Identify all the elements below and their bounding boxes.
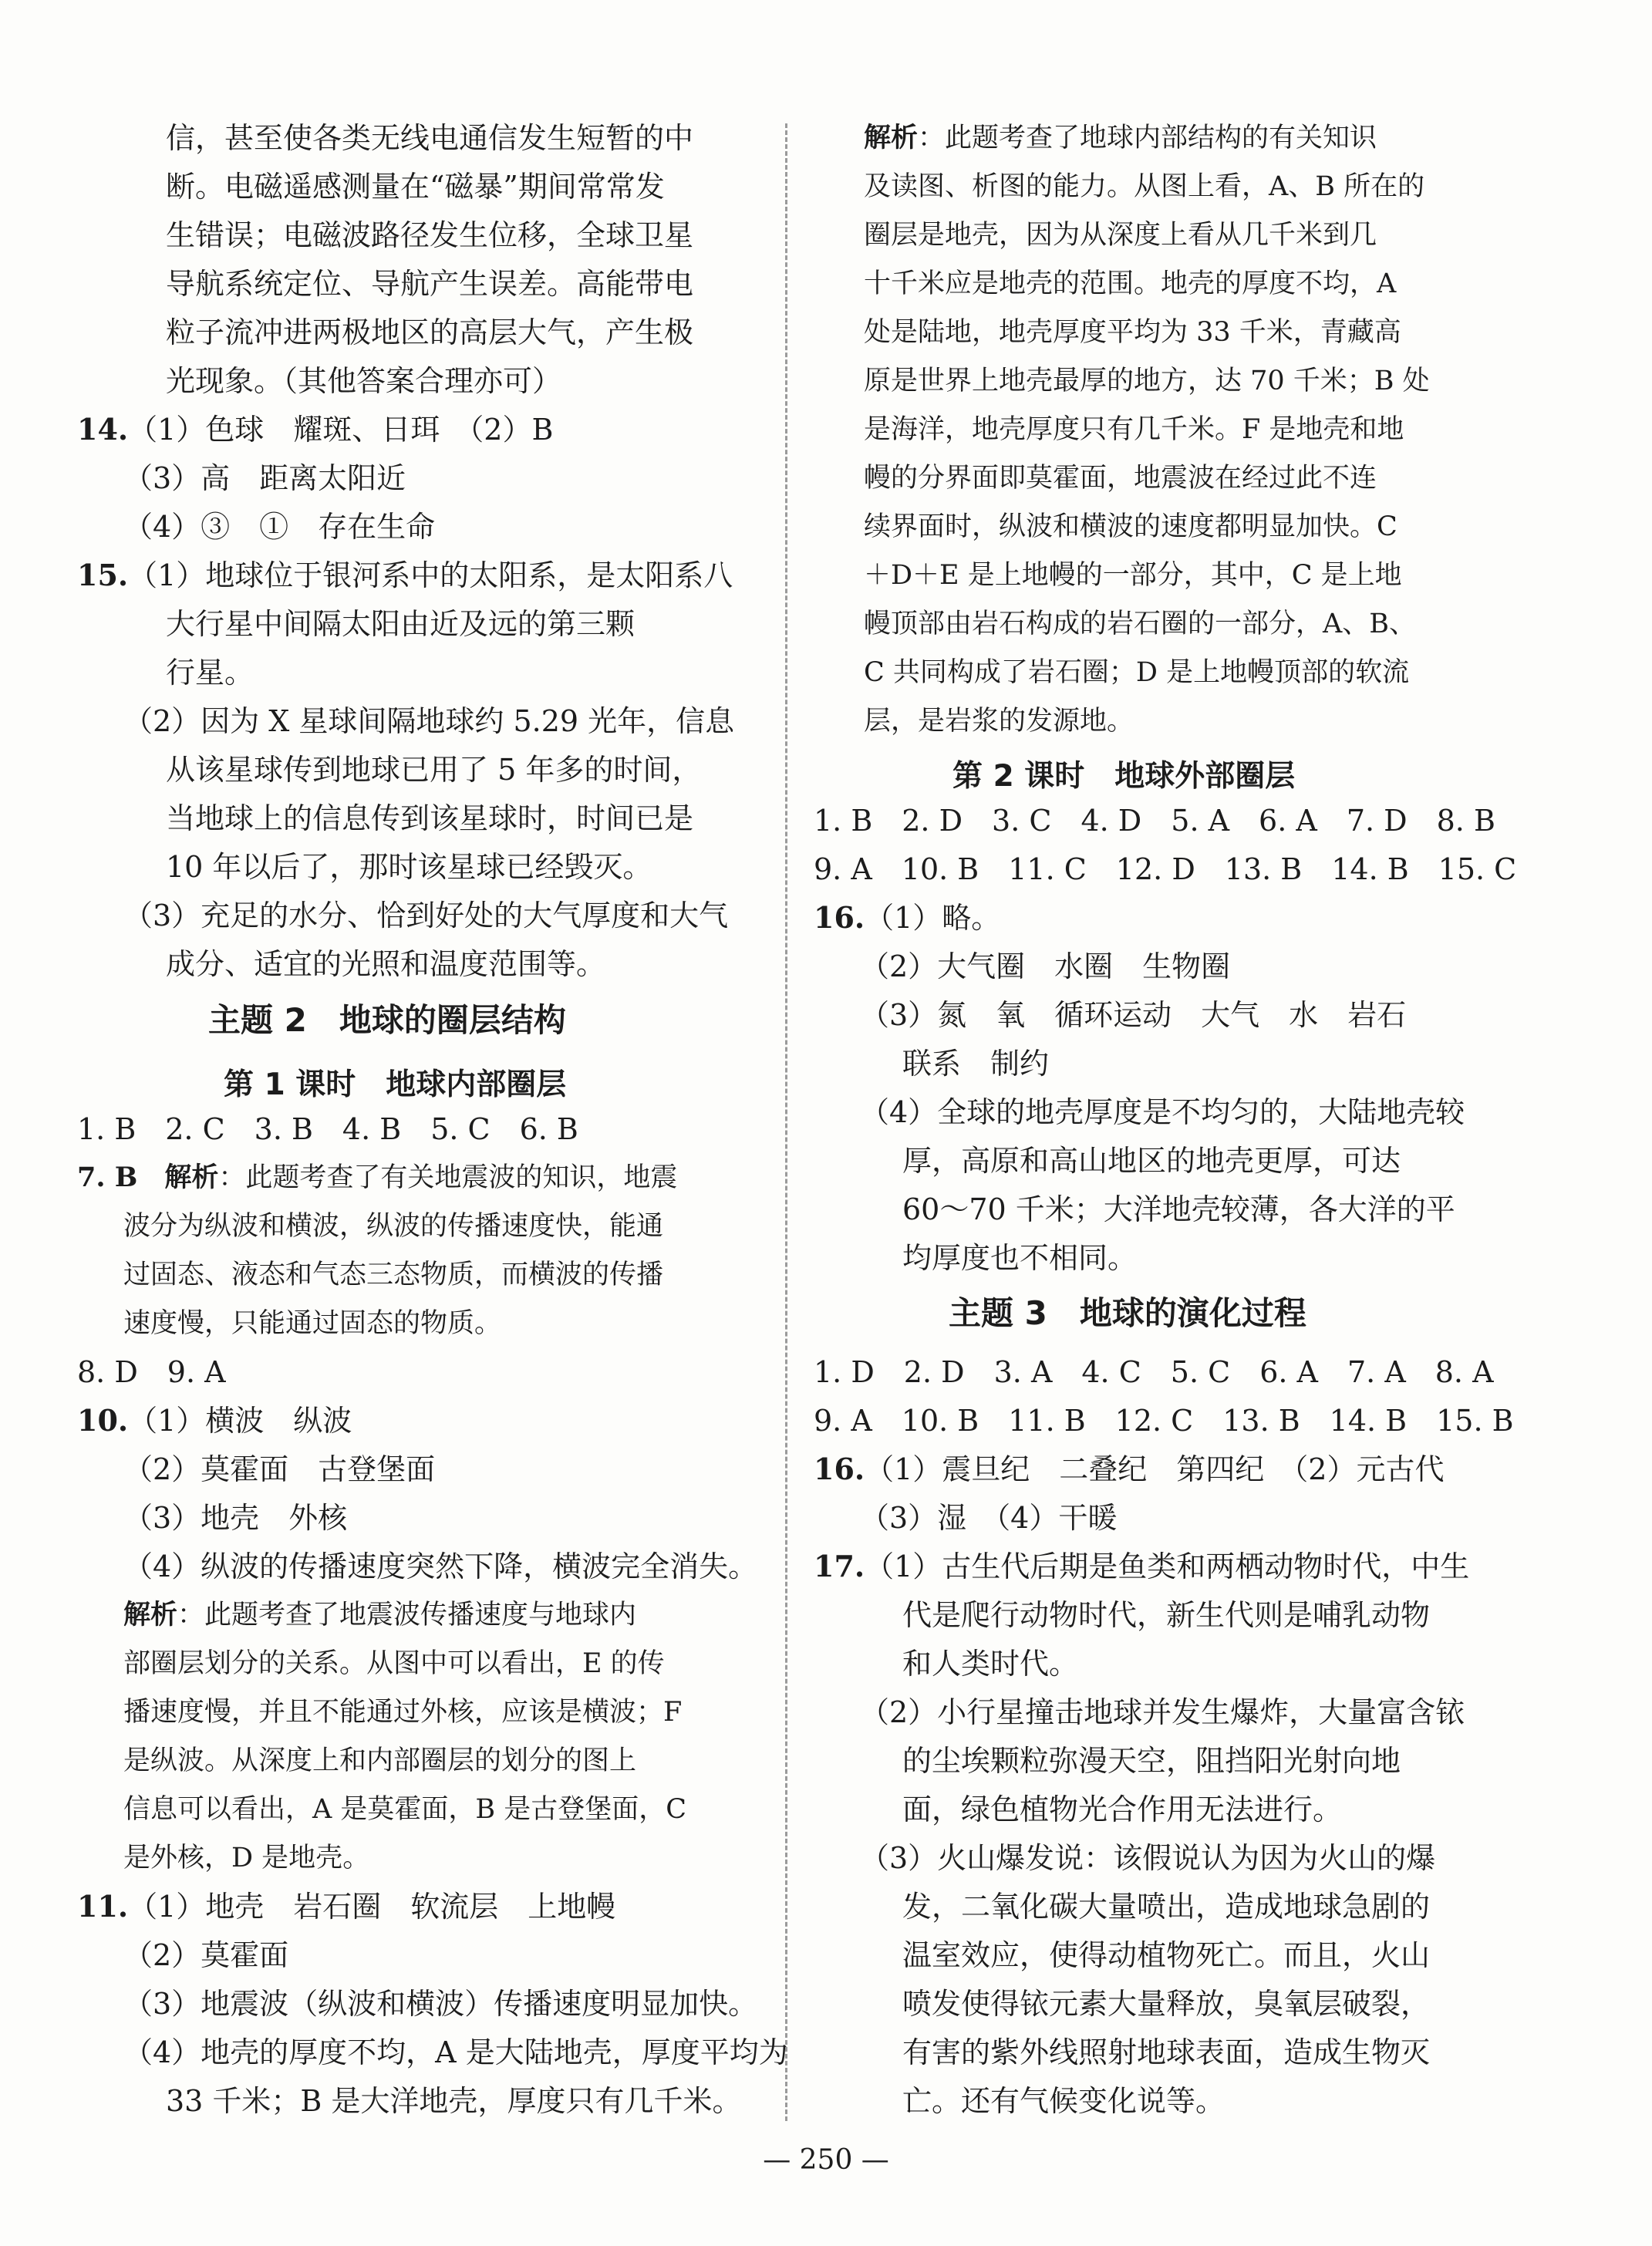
text-line: 粒子流冲进两极地区的高层大气，产生极 — [166, 315, 694, 349]
question-15: 15.（1）地球位于银河系中的太阳系，是太阳系八 — [77, 558, 733, 592]
text-line: 有害的紫外线照射地球表面，造成生物灭 — [902, 2035, 1431, 2069]
answer-line: 1. D 2. D 3. A 4. C 5. C 6. A 7. A 8. A — [814, 1355, 1494, 1389]
text-line: （3）氮 氧 循环运动 大气 水 岩石 — [860, 998, 1407, 1032]
text-line: 信息可以看出，A 是莫霍面，B 是古登堡面，C — [123, 1794, 687, 1825]
text-line: 是海洋，地壳厚度只有几千米。F 是地壳和地 — [864, 414, 1404, 445]
question-16b: 16.（1）震旦纪 二叠纪 第四纪 （2）元古代 — [814, 1452, 1445, 1486]
lesson-heading: 第 1 课时 地球内部圈层 — [224, 1067, 567, 1102]
text-line: 联系 制约 — [902, 1047, 1050, 1081]
text-line: 从该星球传到地球已用了 5 年多的时间， — [166, 753, 702, 787]
explanation-line: 解析：此题考查了地震波传播速度与地球内 — [123, 1599, 637, 1631]
text-line: 10 年以后了，那时该星球已经毁灭。 — [166, 850, 652, 884]
text-line: 60～70 千米；大洋地壳较薄，各大洋的平 — [902, 1192, 1455, 1226]
text-line: 亡。还有气候变化说等。 — [902, 2084, 1226, 2118]
text-line: 是纵波。从深度上和内部圈层的划分的图上 — [123, 1745, 637, 1776]
column-divider — [785, 123, 787, 2121]
text-line: 33 千米；B 是大洋地壳，厚度只有几千米。 — [166, 2084, 742, 2118]
text-line: （3）地震波（纵波和横波）传播速度明显加快。 — [123, 1987, 758, 2021]
lesson-heading: 第 2 课时 地球外部圈层 — [952, 759, 1296, 794]
text-line: 成分、适宜的光照和温度范围等。 — [166, 947, 606, 981]
text-line: 生错误；电磁波路径发生位移，全球卫星 — [166, 218, 694, 252]
text-line: 行星。 — [166, 656, 255, 690]
text-line: 断。电磁遥感测量在“磁暴”期间常常发 — [166, 170, 665, 204]
text-line: （2）大气圈 水圈 生物圈 — [860, 949, 1231, 983]
question-17: 17.（1）古生代后期是鱼类和两栖动物时代，中生 — [814, 1549, 1470, 1583]
text-line: 喷发使得铱元素大量释放，臭氧层破裂， — [902, 1987, 1431, 2021]
explanation-line: 解析：此题考查了地球内部结构的有关知识 — [864, 122, 1377, 153]
question-10: 10.（1）横波 纵波 — [77, 1403, 352, 1438]
answer-line: 1. B 2. D 3. C 4. D 5. A 6. A 7. D 8. B — [814, 804, 1495, 838]
text-line: 部圈层划分的关系。从图中可以看出，E 的传 — [123, 1648, 665, 1679]
text-line: ＋D＋E 是上地幔的一部分，其中，C 是上地 — [864, 560, 1402, 591]
text-line: （3）充足的水分、恰到好处的大气厚度和大气 — [123, 899, 729, 932]
question-11: 11.（1）地壳 岩石圈 软流层 上地幔 — [77, 1889, 616, 1924]
question-16: 16.（1）略。 — [814, 900, 1001, 935]
text-line: 十千米应是地壳的范围。地壳的厚度不均，A — [864, 268, 1397, 299]
text-line: 幔顶部由岩石构成的岩石圈的一部分，A、B、 — [864, 609, 1416, 639]
text-line: （4）③ ① 存在生命 — [123, 510, 436, 544]
text-line: 的尘埃颗粒弥漫天空，阻挡阳光射向地 — [902, 1744, 1401, 1778]
text-line: （2）小行星撞击地球并发生爆炸，大量富含铱 — [860, 1695, 1465, 1729]
page-number: — 250 — — [763, 2144, 889, 2176]
text-line: C 共同构成了岩石圈；D 是上地幔顶部的软流 — [864, 657, 1410, 688]
answer-line: 9. A 10. B 11. C 12. D 13. B 14. B 15. C — [814, 852, 1517, 886]
answer-line: 9. A 10. B 11. B 12. C 13. B 14. B 15. B — [814, 1404, 1514, 1438]
text-line: 波分为纵波和横波，纵波的传播速度快，能通 — [123, 1211, 664, 1242]
text-line: 代是爬行动物时代，新生代则是哺乳动物 — [902, 1598, 1431, 1632]
question-14: 14.（1）色球 耀斑、日珥 （2）B — [77, 412, 554, 447]
text-line: （3）地壳 外核 — [123, 1501, 348, 1535]
text-line: 信，甚至使各类无线电通信发生短暂的中 — [166, 121, 694, 155]
text-line: 原是世界上地壳最厚的地方，达 70 千米；B 处 — [864, 366, 1430, 396]
text-line: 幔的分界面即莫霍面，地震波在经过此不连 — [864, 463, 1377, 494]
text-line: （3）火山爆发说：该假说认为因为火山的爆 — [860, 1841, 1436, 1875]
text-line: （2）莫霍面 — [123, 1938, 289, 1972]
text-line: 圈层是地壳，因为从深度上看从几千米到几 — [864, 220, 1377, 251]
text-line: （4）全球的地壳厚度是不均匀的，大陆地壳较 — [860, 1095, 1465, 1129]
text-line: 层，是岩浆的发源地。 — [864, 706, 1134, 737]
text-line: 过固态、液态和气态三态物质，而横波的传播 — [123, 1260, 664, 1290]
text-line: 播速度慢，并且不能通过外核，应该是横波；F — [123, 1697, 683, 1728]
text-line: （3）湿 （4）干暖 — [860, 1501, 1118, 1535]
text-line: 温室效应，使得动植物死亡。而且，火山 — [902, 1938, 1431, 1972]
text-line: 厚，高原和高山地区的地壳更厚，可达 — [902, 1144, 1401, 1178]
text-line: （2）莫霍面 古登堡面 — [123, 1452, 436, 1486]
text-line: （3）高 距离太阳近 — [123, 461, 406, 495]
answer-line: 1. B 2. C 3. B 4. B 5. C 6. B — [77, 1112, 578, 1146]
question-7: 7. B 解析：此题考查了有关地震波的知识，地震 — [77, 1162, 678, 1193]
text-line: （4）纵波的传播速度突然下降，横波完全消失。 — [123, 1550, 758, 1583]
topic-heading: 主题 3 地球的演化过程 — [949, 1294, 1306, 1332]
text-line: 及读图、析图的能力。从图上看，A、B 所在的 — [864, 171, 1425, 202]
text-line: 大行星中间隔太阳由近及远的第三颗 — [166, 607, 636, 641]
text-line: 均厚度也不相同。 — [902, 1241, 1138, 1275]
text-line: （4）地壳的厚度不均，A 是大陆地壳，厚度平均为 — [123, 2035, 788, 2069]
text-line: 发，二氧化碳大量喷出，造成地球急剧的 — [902, 1890, 1431, 1924]
text-line: 当地球上的信息传到该星球时，时间已是 — [166, 801, 694, 835]
text-line: 处是陆地，地壳厚度平均为 33 千米，青藏高 — [864, 317, 1401, 348]
text-line: 是外核，D 是地壳。 — [123, 1843, 370, 1873]
text-line: 和人类时代。 — [902, 1647, 1079, 1681]
text-line: 续界面时，纵波和横波的速度都明显加快。C — [864, 511, 1397, 542]
topic-heading: 主题 2 地球的圈层结构 — [208, 1001, 566, 1039]
text-line: 光现象。（其他答案合理亦可） — [166, 364, 562, 398]
text-line: 面，绿色植物光合作用无法进行。 — [902, 1792, 1343, 1826]
text-line: 速度慢，只能通过固态的物质。 — [123, 1308, 502, 1339]
answer-line: 8. D 9. A — [77, 1355, 226, 1389]
text-line: 导航系统定位、导航产生误差。高能带电 — [166, 267, 694, 301]
text-line: （2）因为 X 星球间隔地球约 5.29 光年，信息 — [123, 704, 735, 738]
